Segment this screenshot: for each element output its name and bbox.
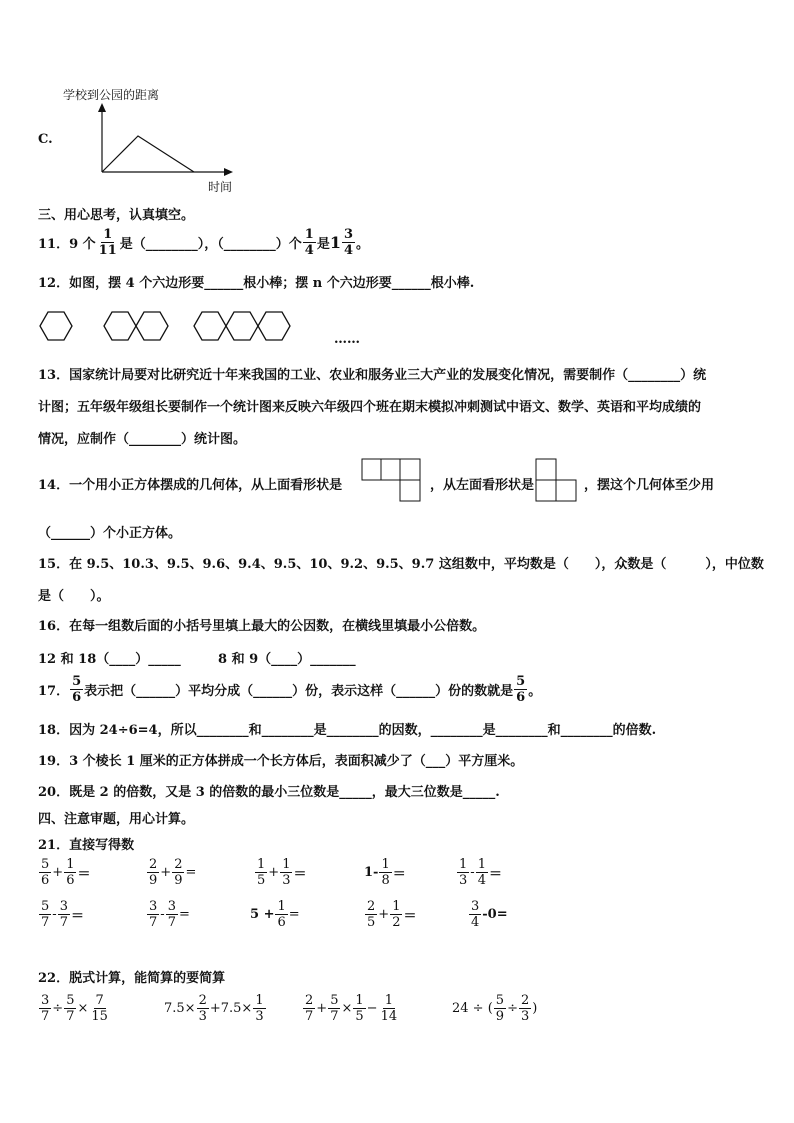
question-21-title: 21．直接写得数 bbox=[38, 838, 135, 853]
fraction-5-6: $\frac{5}{6}$ bbox=[72, 673, 82, 705]
question-20: 20．既是 2 的倍数，又是 3 的倍数的最小三位数是_____，最大三位数是_____. bbox=[38, 785, 500, 800]
question-16-pair-2: 8 和 9（____）_______ bbox=[218, 652, 356, 667]
question-14-line-2: （______）个小正方体。 bbox=[38, 526, 182, 541]
expr-1: $\frac{3}{7}$ ÷ $\frac{5}{7}$ × $\frac{7}{15}$ bbox=[41, 993, 108, 1024]
distance-time-graph bbox=[0, 0, 794, 200]
question-14-part-c: ，摆这个几何体至少用 bbox=[584, 478, 715, 493]
hexagon-ellipsis: …… bbox=[334, 332, 360, 347]
top-view-figure bbox=[355, 458, 435, 504]
calc-2-1: $\frac{5}{7}$ - $\frac{3}{7}$ ＝ bbox=[41, 899, 84, 930]
question-16-pair-1: 12 和 18（____）_____ bbox=[38, 652, 181, 667]
section-3-heading: 三、用心思考，认真填空。 bbox=[38, 208, 195, 223]
left-view-figure bbox=[530, 458, 590, 504]
fraction-1-11: $\frac{1}{11}$ bbox=[98, 226, 117, 258]
question-15-line-2: 是（ ）。 bbox=[38, 589, 110, 604]
expr-2: 7.5× $\frac{2}{3}$ +7.5× $\frac{1}{3}$ bbox=[164, 993, 264, 1024]
question-13-line-1: 13．国家统计局要对比研究近十年来我国的工业、农业和服务业三大产业的发展变化情况，需要制作（________）统 bbox=[38, 368, 707, 383]
calc-2-3: 5 + $\frac{1}{6}$ = bbox=[250, 899, 300, 930]
question-14-part-b: ，从左面看形状是 bbox=[430, 478, 535, 493]
fraction-1-4: $\frac{1}{4}$ bbox=[304, 226, 314, 258]
question-13-line-3: 情况，应制作（________）统计图。 bbox=[38, 432, 247, 447]
question-13-line-2: 计图；五年级年级组长要制作一个统计图来反映六年级四个班在期末模拟冲刺测试中语文、数学、英语和平均成绩的 bbox=[38, 400, 702, 415]
expr-3: $\frac{2}{7}$ + $\frac{5}{7}$ × $\frac{1}{5}$ − $\frac{1}{14}$ bbox=[305, 993, 398, 1024]
question-19: 19．3 个棱长 1 厘米的正方体拼成一个长方体后，表面积减少了（___）平方厘米。 bbox=[38, 754, 524, 769]
question-16: 16．在每一组数后面的小括号里填上最大的公因数，在横线里填最小公倍数。 bbox=[38, 619, 486, 634]
calc-1-1: $\frac{5}{6}$ + $\frac{1}{6}$ ＝ bbox=[41, 857, 91, 888]
calc-2-2: $\frac{3}{7}$ - $\frac{3}{7}$ = bbox=[149, 899, 190, 930]
expr-4: 24 ÷ ( $\frac{5}{9}$ ÷ $\frac{2}{3}$ ) bbox=[452, 993, 538, 1024]
calc-2-5: $\frac{3}{4}$ -0= bbox=[471, 899, 508, 930]
option-c-label: C. bbox=[38, 132, 53, 147]
question-11: 11． 9 个 $\frac{1}{11}$ 是（________），（________）个 $\frac{1}{4}$ 是 1 $\frac{3}{4}$ 。 bbox=[38, 226, 370, 258]
question-22-title: 22．脱式计算，能简算的要简算 bbox=[38, 971, 226, 986]
calc-1-2: $\frac{2}{9}$ + $\frac{2}{9}$ = bbox=[149, 857, 197, 888]
section-4-heading: 四、注意审题，用心计算。 bbox=[38, 812, 195, 827]
question-18: 18．因为 24÷6=4，所以________和________是________的因数，________是________和________的倍数. bbox=[38, 723, 657, 738]
fraction-5-6-answer: $\frac{5}{6}$ bbox=[516, 673, 526, 705]
graph-y-label: 学校到公园的距离 bbox=[63, 88, 160, 102]
question-14-part-a: 14．一个用小正方体摆成的几何体，从上面看形状是 bbox=[38, 478, 343, 493]
calc-2-4: $\frac{2}{5}$ + $\frac{1}{2}$ ＝ bbox=[367, 899, 417, 930]
fraction-3-4: $\frac{3}{4}$ bbox=[343, 226, 354, 258]
calc-1-4: 1- $\frac{1}{8}$ ＝ bbox=[364, 857, 406, 888]
calc-1-3: $\frac{1}{5}$ + $\frac{1}{3}$ ＝ bbox=[257, 857, 307, 888]
question-12: 12．如图，摆 4 个六边形要______根小棒；摆 n 个六边形要______根小棒. bbox=[38, 276, 475, 291]
graph-x-label: 时间 bbox=[208, 180, 233, 194]
calc-1-5: $\frac{1}{3}$ - $\frac{1}{4}$ ＝ bbox=[459, 857, 502, 888]
question-15-line-1: 15．在 9.5、10.3、9.5、9.6、9.4、9.5、10、9.2、9.5、9.7 这组数中，平均数是（ ），众数是（ ），中位数 bbox=[38, 557, 764, 572]
hexagon-figures bbox=[0, 300, 400, 360]
question-17: 17． $\frac{5}{6}$ 表示把（______）平均分成（______）份，表示这样（______）份的数就是 $\frac{5}{6}$ 。 bbox=[38, 673, 542, 705]
